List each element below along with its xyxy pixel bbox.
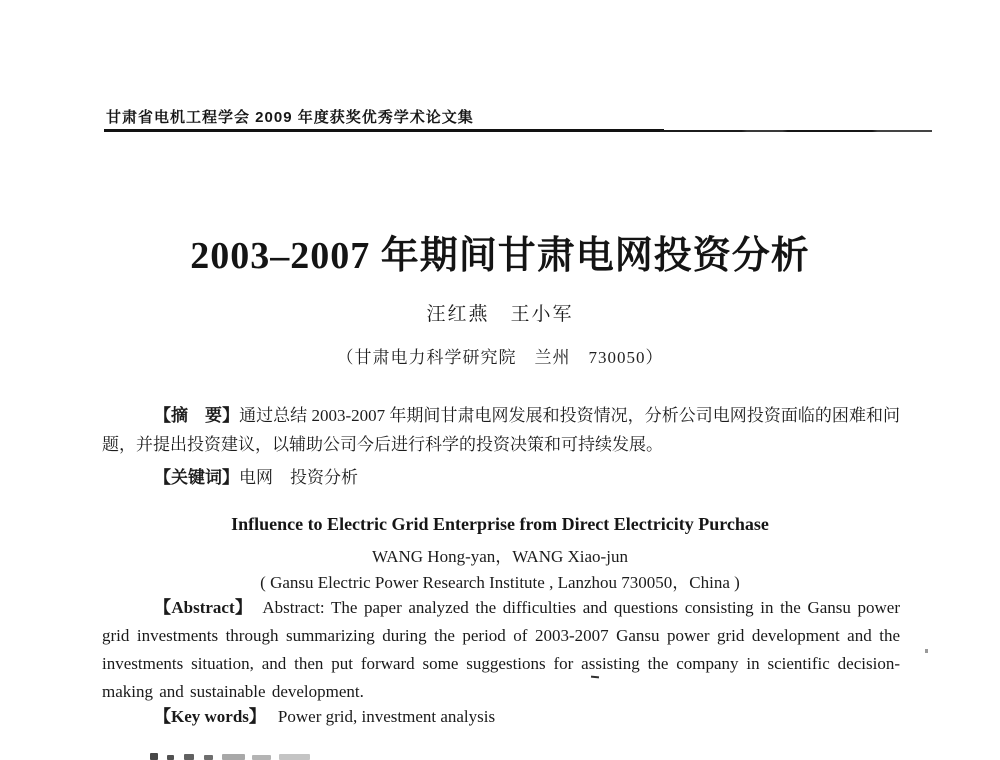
authors-en: WANG Hong-yan，WANG Xiao-jun	[372, 547, 628, 566]
abstract-cn	[102, 401, 900, 459]
cutoff-text-fragment	[204, 755, 213, 760]
keywords-cn	[154, 463, 358, 488]
scan-speck	[925, 649, 928, 653]
header-rule-extension	[660, 130, 932, 132]
abstract-en-label: 【Abstract】	[154, 598, 253, 617]
affiliation-en: ( Gansu Electric Power Research Institute , Lanzhou 730050，China )	[260, 573, 740, 592]
abstract-en	[102, 594, 900, 706]
cutoff-text-fragment	[252, 755, 271, 760]
running-header: 甘肃省电机工程学会 2009 年度获奖优秀学术论文集	[106, 109, 474, 126]
keywords-en-text: Power grid, investment analysis	[277, 707, 496, 726]
header-rule	[104, 129, 664, 132]
keywords-cn-text: 电网 投资分析	[239, 468, 358, 487]
affiliation-cn: （甘肃电力科学研究院 兰州 730050）	[336, 348, 664, 367]
cutoff-text-fragment	[222, 754, 245, 760]
cutoff-text-fragment	[279, 754, 310, 760]
cutoff-text-fragment	[167, 755, 174, 760]
cutoff-text-fragment	[184, 754, 194, 760]
abstract-cn-text: 通过总结 2003-2007 年期间甘肃电网发展和投资情况，分析公司电网投资面临的困难和问题，并提出投资建议，以辅助公司今后进行科学的投资决策和可持续发展。	[102, 406, 900, 454]
abstract-cn-label: 【摘 要】	[154, 406, 240, 425]
authors-cn: 汪红燕 王小军	[426, 304, 574, 325]
paper-title: 2003–2007 年期间甘肃电网投资分析	[190, 235, 810, 277]
abstract-en-text: Abstract: The paper analyzed the difficulties and questions consisting in the Gansu power grid investments through summarizing during the period of 2003-2007 Gansu power grid development and the investments situation, and then put forward some suggestions for assisting the company in scientific decision-making and sustainable development.	[102, 598, 900, 701]
cutoff-text-fragment	[150, 753, 158, 760]
title-en: Influence to Electric Grid Enterprise from Direct Electricity Purchase	[231, 514, 769, 534]
keywords-cn-label: 【关键词】	[154, 468, 239, 487]
keywords-en	[154, 702, 495, 727]
keywords-en-label: 【Key words】	[154, 707, 266, 726]
